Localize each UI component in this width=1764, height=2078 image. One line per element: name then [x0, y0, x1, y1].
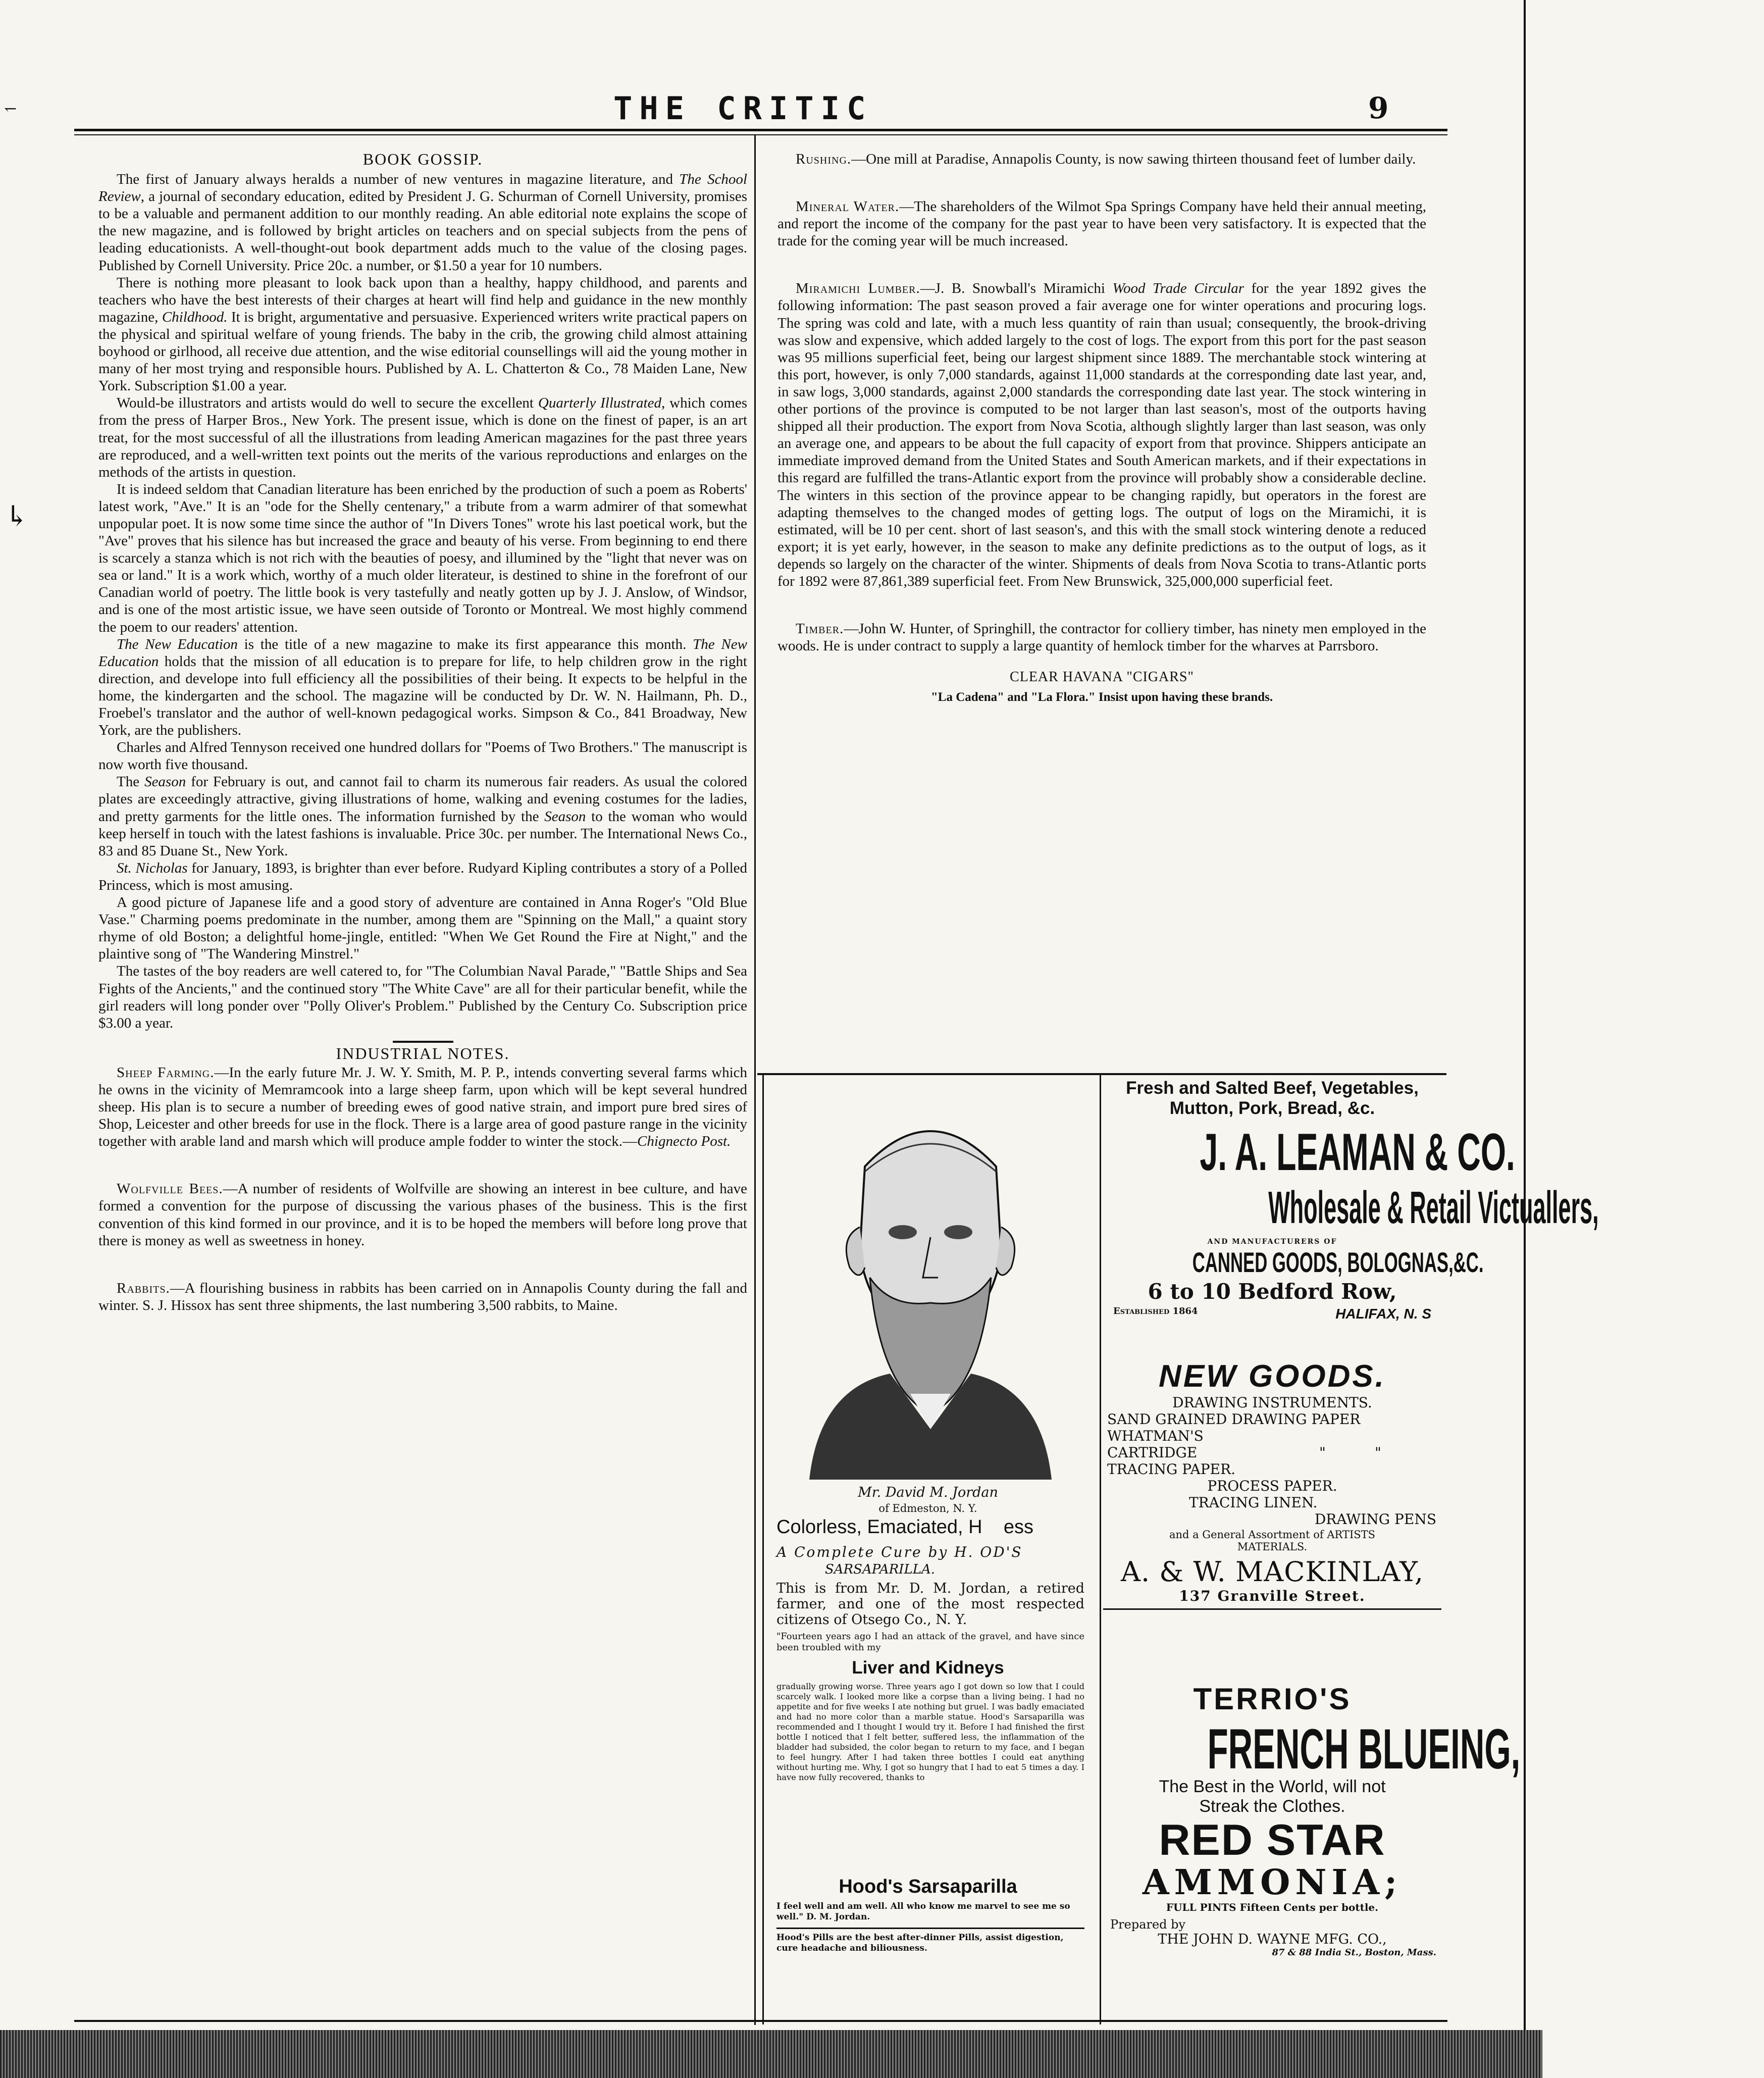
paragraph-school-review: The first of January always heralds a number of new ventures in magazine literature, and The School Review, a journal of secondary education, edited by President J. G. Schurman of Cornell University, promises to be a valuable and permanent addition to our monthly reading. An able editorial note explains the scope of the new magazine, and is followed by bright articles on teachers and on special subjects from the pens of leading educationists. A well-thought-out book department adds much to the value of the closing pages. Published by Cornell University. Price 20c. a number, or $1.50 a year for 10 numbers. [98, 171, 747, 274]
leaman-line1: Fresh and Salted Beef, Vegetables, [1126, 1078, 1419, 1098]
paragraph-miramichi: Miramichi Lumber.—J. B. Snowball's Miramichi Wood Trade Circular for the year 1892 gives the following information: The past season proved a fair average one for winter operations and procuring logs. The spring was cold and late, with a much less quantity of rain than usual; consequently, the brook-driving was slow and expensive, which added largely to the cost of logs. The export from this port for the past season was 95 millions superficial feet, being our largest shipment since 1889. The merchantable stock wintering at this port, however, is only 7,000 standards, against 11,000 standards at the corresponding date last year, and, in saw logs, 3,000 standards, against 2,000 standards the corresponding date last year. The stock wintering in other portions of the province is computed to be not larger than last season's, most of the outports having shipped all their production. The export from Nova Scotia, although slightly larger than last season, was only an average one, and appears to be about the full capacity of export from that province. Shippers anticipate an immediate improved demand from the United States and South American markets, and if their expectations in this regard are fulfilled the trans-Atlantic export from the province will probably show a considerable decline. The winters in this section of the province appear to be changing rapidly, but operators in the forest are adapting themselves to the changed modes of getting logs. The output of logs on the Miramichi, it is estimated, will be 10 per cent. short of last season's, and this with the small stock wintering denote a reduced export; it is yet early, however, in the season to make any definite predictions as to the output of logs, as it depends so largely on the character of the winter. Shipments of deals from Nova Scotia to trans-Atlantic ports for 1892 were 87,861,389 superficial feet. From New Brunswick, 325,000,000 superficial feet. [777, 280, 1426, 589]
blueing-l9: THE JOHN D. WAYNE MFG. CO., [1158, 1932, 1387, 1947]
leaman-name: J. A. LEAMAN & CO. [1200, 1123, 1515, 1182]
right-column-notes [777, 150, 1426, 706]
blueing-l1: TERRIO'S [1193, 1682, 1352, 1716]
portrait-illustration [789, 1086, 1072, 1480]
mackinlay-l7: TRACING LINEN. [1189, 1494, 1318, 1511]
blueing-l2: FRENCH BLUEING, [1207, 1717, 1521, 1781]
paragraph-season: The Season for February is out, and cannot fail to charm its numerous fair readers. As usual the colored plates are exceedingly attractive, giving illustrations of home, walking and evening costumes for the ladies, and pretty garments for the little ones. The information furnished by the Season to the woman who would keep herself in touch with the latest fashions is invaluable. Price 30c. per number. The International News Co., 83 and 85 Duane St., New York. [98, 774, 747, 859]
hoods-quote-a: "Fourteen years ago I had an attack of the gravel, and have since been troubled with my [776, 1631, 1084, 1653]
hoods-quote-b: gradually growing worse. Three years ago I got down so low that I could scarcely walk. I looked more like a corpse than a living being. I had no appetite and for five weeks I ate nothing but gruel. I was badly emaciated and had no more color than a marble statue. Hood's Sarsaparilla was recommended and I thought I would try it. Before I had finished the first bottle I noticed that I felt better, suffered less, the inflammation of the bladder had subsided, the color began to return to my face, and I began to feel hungry. After I had taken three bottles I could eat anything without hurting me. Why, I got so hungry that I had to eat 5 times a day. I have now fully recovered, thanks to [776, 1682, 1084, 1782]
mackinlay-l8: DRAWING PENS [1314, 1511, 1436, 1528]
leaman-address: 6 to 10 Bedford Row, [1148, 1279, 1397, 1304]
blueing-l3: The Best in the World, will not [1159, 1777, 1386, 1796]
blueing-l5: RED STAR [1159, 1816, 1386, 1864]
hoods-cure-line: A Complete Cure by H. OD'S [776, 1544, 1023, 1560]
mackinlay-l1: DRAWING INSTRUMENTS. [1172, 1394, 1372, 1411]
leaman-city: HALIFAX, N. S [1335, 1306, 1431, 1322]
hoods-rule [776, 1928, 1084, 1929]
paragraph-tennyson: Charles and Alfred Tennyson received one hundred dollars for "Poems of Two Brothers." The manuscript is now worth five thousand. [98, 739, 747, 773]
hoods-sarsaparilla-label: SARSAPARILLA. [824, 1562, 936, 1577]
page-title: THE CRITIC [613, 90, 873, 127]
paragraph-timber: Timber.—John W. Hunter, of Springhill, the contractor for colliery timber, has ninety men employed in the woods. He is under contract to supply a large quantity of hemlock timber for the wharves at Parrsboro. [777, 621, 1426, 654]
industrial-notes-heading: INDUSTRIAL NOTES. [336, 1044, 510, 1062]
hoods-brand: Hood's Sarsaparilla [839, 1876, 1017, 1897]
ads-inner-divider [1100, 1075, 1101, 2024]
mackinlay-address: 137 Granville Street. [1179, 1588, 1366, 1604]
havana-heading: CLEAR HAVANA "CIGARS" [1010, 669, 1194, 685]
paragraph-rabbits: Rabbits.—A flourishing business in rabbits has been carried on in Annapolis County during the fall and winter. S. J. Hissox has sent three shipments, the last numbering 3,500 rabbits, to Maine. [98, 1280, 747, 1313]
mackinlay-l9: and a General Assortment of ARTISTS MATERIALS. [1169, 1529, 1376, 1553]
mackinlay-l3: WHATMAN'S [1107, 1428, 1204, 1444]
divider-ornament [393, 1041, 453, 1043]
leaman-line2: Mutton, Pork, Bread, &c. [1169, 1098, 1375, 1118]
mackinlay-rule [1103, 1608, 1441, 1610]
blueing-l7: FULL PINTS Fifteen Cents per bottle. [1166, 1901, 1379, 1913]
bottom-shading [0, 2030, 1542, 2078]
hoods-liver-kidneys: Liver and Kidneys [852, 1658, 1004, 1678]
book-gossip-heading: BOOK GOSSIP. [362, 150, 483, 168]
bottom-rule [74, 2020, 1447, 2022]
book-gossip-section [98, 150, 747, 1314]
mackinlay-l6: PROCESS PAPER. [1207, 1478, 1337, 1494]
mackinlay-ad [1103, 1358, 1441, 1610]
mackinlay-heading: NEW GOODS. [1159, 1359, 1386, 1394]
hoods-ad [766, 1078, 1095, 2020]
mackinlay-l4-ditto-1: " [1319, 1444, 1326, 1461]
leaman-established: Established 1864 [1113, 1306, 1198, 1316]
hoods-signoff: I feel well and am well. All who know me marvel to see me so well." D. M. Jordan. [776, 1901, 1070, 1922]
blueing-l6: AMMONIA; [1142, 1862, 1403, 1903]
mackinlay-l4-ditto-2: " [1375, 1444, 1381, 1461]
ads-top-rule [757, 1073, 1446, 1075]
right-page-edge [1524, 0, 1526, 2078]
portrait-caption-name: Mr. David M. Jordan [858, 1485, 998, 1500]
paragraph-new-education: The New Education is the title of a new magazine to make its first appearance this month. The New Education holds that the mission of all education is to prepare for life, to help children grow in the right direction, and develope into full efficiency all the possibilities of their being. It expects to be helpful in the home, the kindergarten and the school. The magazine will be conducted by Dr. W. N. Hailmann, Ph. D., Froebel's translator and the author of well-known pedagogical works. Simpson & Co., 841 Broadway, New York, are the publishers. [98, 636, 747, 739]
paragraph-bees: Wolfville Bees.—A number of residents of Wolfville are showing an interest in bee culture, and have formed a convention for the purpose of discussing the various phases of the business. This is the first convention of this kind formed in our province, and it is to be hoped the members will before long prove that there is money as well as sweetness in honey. [98, 1181, 747, 1249]
paragraph-sheep: Sheep Farming.—In the early future Mr. J. W. Y. Smith, M. P. P., intends converting several farms which he owns in the vicinity of Memramcook into a large sheep farm, upon which will be kept several hundred sheep. His plan is to secure a number of breeding ewes of good native strain, and import pure bred sires of Shop, Leicester and other breeds for use in the flock. There is a large area of good pasture range in the vicinity together with arable land and marsh which will produce ample fodder to winter the stock.—Chignecto Post. [98, 1064, 748, 1150]
hoods-headline: Colorless, Emaciated, H ess [776, 1516, 1033, 1538]
paragraph-rushing: Rushing.—One mill at Paradise, Annapolis County, is now sawing thirteen thousand feet of lumber daily. [796, 151, 1416, 167]
leaman-and-mfr: AND MANUFACTURERS OF [1207, 1238, 1337, 1246]
blueing-ad [1103, 1682, 1521, 1958]
top-rule-thin [74, 134, 1447, 135]
blueing-l4: Streak the Clothes. [1199, 1797, 1345, 1816]
hoods-pills: Hood's Pills are the best after-dinner Pills, assist digestion, cure headache and biliousness. [776, 1933, 1064, 1953]
page-number: 9 [1368, 91, 1389, 125]
portrait-caption-place: of Edmeston, N. Y. [878, 1502, 977, 1514]
top-rule [74, 129, 1447, 131]
margin-mark-left: ↳ [5, 500, 29, 533]
ads-left-border [762, 1075, 764, 2024]
paragraph-quarterly: Would-be illustrators and artists would do well to secure the excellent Quarterly Illustrated, which comes from the press of Harper Bros., New York. The present issue, which is done on the finest of paper, is an art treat, for the most successful of all the illustrations from leading American magazines for the past three years are reproduced, and a well-written text points out the merits of the various reproductions and enlarges on the methods of the artists in question. [98, 395, 747, 480]
havana-text: "La Cadena" and "La Flora." Insist upon having these brands. [930, 690, 1273, 704]
leaman-ad [1103, 1078, 1599, 1322]
mackinlay-name: A. & W. MACKINLAY, [1120, 1556, 1424, 1588]
mackinlay-l2: SAND GRAINED DRAWING PAPER [1107, 1411, 1361, 1428]
margin-mark-top: ↽ [4, 100, 17, 118]
blueing-l10: 87 & 88 India St., Boston, Mass. [1272, 1947, 1436, 1958]
paragraph-st-nicholas: St. Nicholas for January, 1893, is brighter than ever before. Rudyard Kipling contributes a story of a Polled Princess, which is most amusing. [98, 859, 747, 893]
paragraph-mineral-water: Mineral Water.—The shareholders of the Wilmot Spa Springs Company have held their annual meeting, and report the income of the company for the past year to have been very satisfactory. It is expected that the trade for the coming year will be much increased. [777, 198, 1426, 249]
paragraph-japanese: A good picture of Japanese life and a good story of adventure are contained in Anna Roger's "Old Blue Vase." Charming poems predominate in the number, among them are "Spinning on the Mall," a quaint story rhyme of old Boston; a delightful home-jingle, entitled: "When We Get Round the Fire at Night," and the plaintive song of "The Wandering Minstrel." [98, 894, 747, 962]
leaman-trade: Wholesale & Retail Victuallers, [1268, 1183, 1599, 1233]
mackinlay-l5: TRACING PAPER. [1107, 1461, 1235, 1478]
hoods-intro: This is from Mr. D. M. Jordan, a retired farmer, and one of the most respected citizens of Otsego Co., N. Y. [776, 1581, 1084, 1628]
paragraph-boy-readers: The tastes of the boy readers are well catered to, for "The Columbian Naval Parade," "Battle Ships and Sea Fights of the Ancients," and the continued story "The White Cave" are all for their particular benefit, while the girl readers will long ponder over "Polly Oliver's Problem." Published by the Century Co. Subscription price $3.00 a year. [98, 963, 747, 1031]
blueing-l8: Prepared by [1110, 1917, 1186, 1932]
column-divider [754, 135, 756, 2025]
paragraph-childhood: There is nothing more pleasant to look back upon than a healthy, happy childhood, and parents and teachers who have the best interests of their charges at heart will find help and guidance in the new monthly magazine, Childhood. It is bright, argumentative and persuasive. Experienced writers write practical papers on the physical and spiritual welfare of young friends. The baby in the crib, the growing child almost attaining boyhood or girlhood, all receive due attention, and the wise editorial counsellings will aid the young mother in many of her most trying and responsible hours. Published by A. L. Chatterton & Co., 78 Maiden Lane, New York. Subscription $1.00 a year. [98, 274, 747, 394]
leaman-goods: CANNED GOODS, BOLOGNAS,&C. [1192, 1246, 1484, 1278]
paragraph-ave: It is indeed seldom that Canadian literature has been enriched by the production of such a poem as Roberts' latest work, "Ave." It is an "ode for the Shelly centenary," a tribute from a warm admirer of that somewhat unpopular poet. It is now some time since the author of "In Divers Tones" wrote his last poetical work, but the "Ave" proves that his silence has but increased the grace and beauty of his verse. From beginning to end there is scarcely a stanza which is not rich with the beauties of poesy, and illumined by the "light that never was on sea or land." It is a work which, worthy of a much older literateur, is destined to shine in the forefront of our Canadian world of poetry. The little book is very tastefully and neatly gotten up by J. J. Anslow, of Windsor, and is one of the most artistic issue, we have seen outside of Toronto or Montreal. We most highly commend the poem to our readers' attention. [98, 481, 747, 635]
mackinlay-l4: CARTRIDGE [1107, 1444, 1198, 1461]
